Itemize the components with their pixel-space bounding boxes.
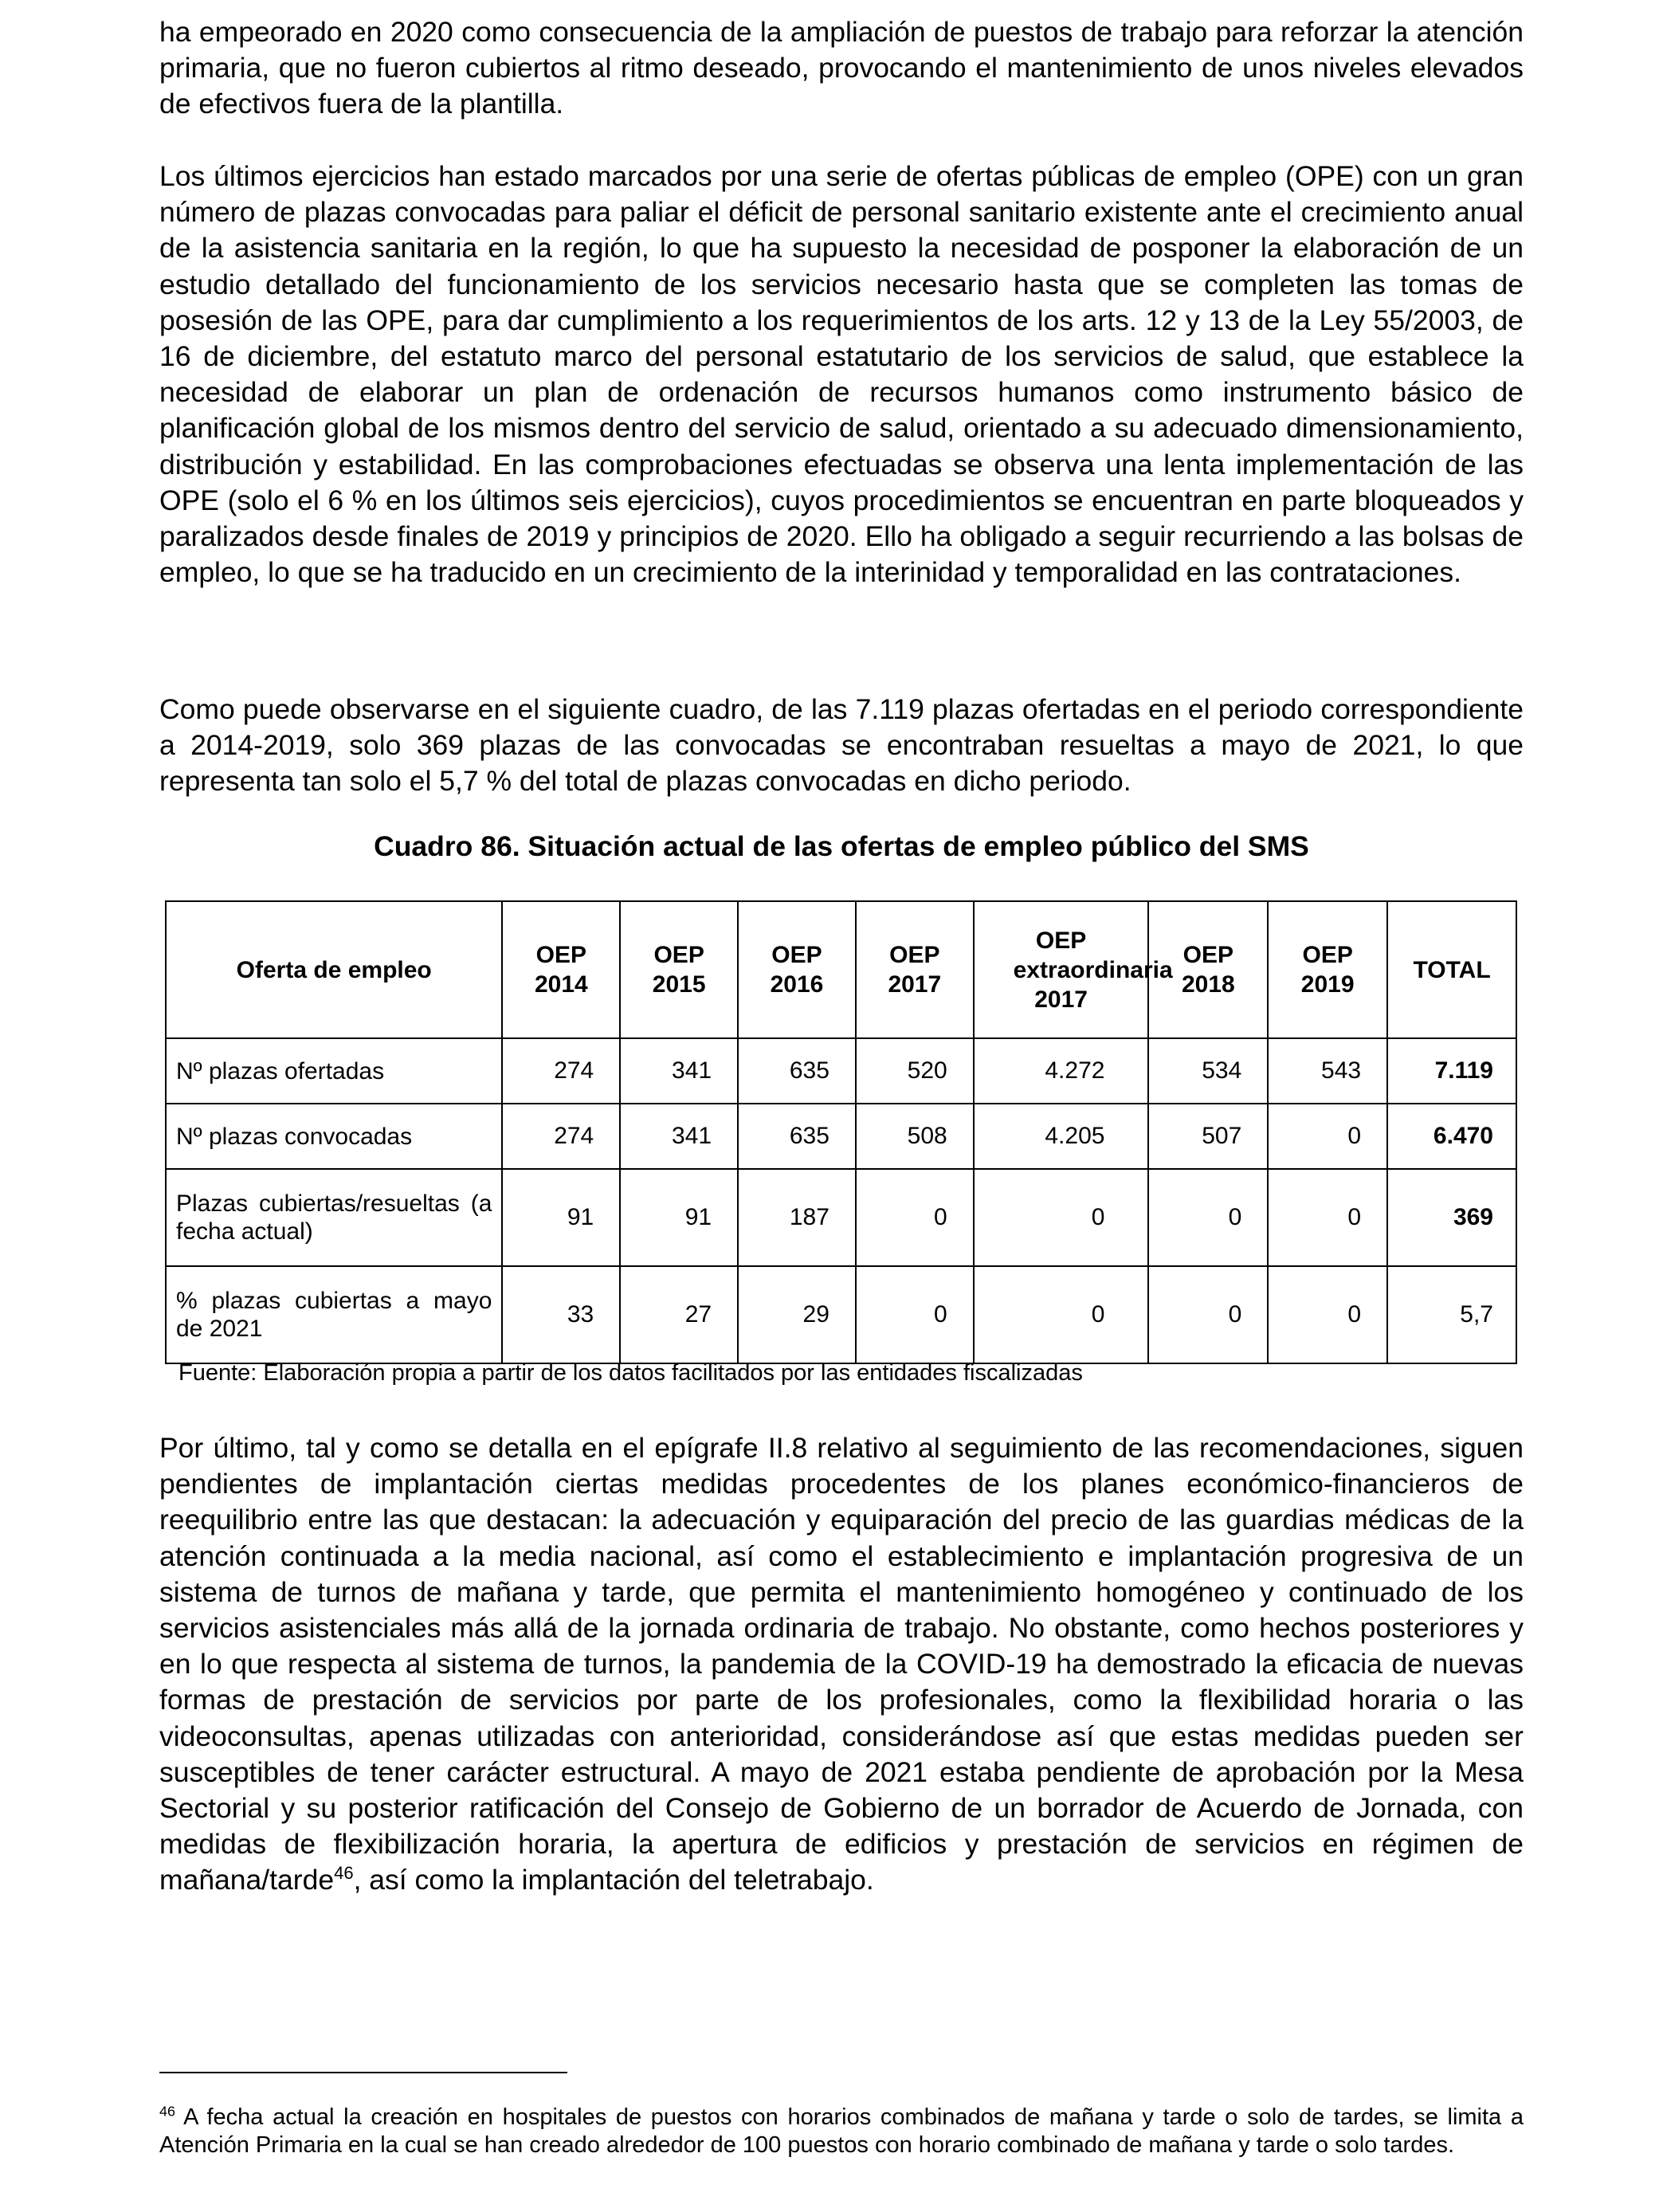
paragraph-summary: Como puede observarse en el siguiente cuadro, de las 7.119 plazas ofertadas en el periodo correspondiente a 2014-2019, solo 369 plazas de las convocadas se encontraban resueltas a mayo de 2021, lo que representa tan solo el 5,7 % del total de plazas convocadas en dicho periodo.	[159, 693, 1524, 798]
table-source: Fuente: Elaboración propia a partir de los datos facilitados por las entidades fiscalizadas	[178, 1360, 1083, 1386]
table-row	[166, 1038, 1516, 1104]
cell-value: 0	[856, 1266, 974, 1363]
cell-value: 520	[856, 1038, 974, 1104]
header-oep-extra-2017: OEP extraordinaria 2017	[974, 901, 1149, 1038]
footnote-ref[interactable]: 46	[334, 1863, 354, 1884]
cell-value: 4.205	[974, 1104, 1149, 1169]
cell-value: 4.272	[974, 1038, 1149, 1104]
cell-value: 635	[738, 1038, 856, 1104]
paragraph-measures	[159, 1430, 1524, 1899]
row-label: Plazas cubiertas/resueltas (a fecha actual)	[166, 1169, 502, 1266]
cell-value: 0	[1268, 1266, 1387, 1363]
header-oep-2015: OEP 2015	[620, 901, 738, 1038]
footnote-number: 46	[159, 2103, 175, 2120]
cell-value: 341	[620, 1038, 738, 1104]
footnote	[159, 2104, 1524, 2159]
header-oep-2014: OEP 2014	[502, 901, 620, 1038]
cell-value: 274	[502, 1038, 620, 1104]
table-row	[166, 1266, 1516, 1363]
cell-value: 341	[620, 1104, 738, 1169]
oep-table	[165, 900, 1517, 1364]
table-header-row	[166, 901, 1516, 1038]
cell-value: 508	[856, 1104, 974, 1169]
cell-value: 0	[856, 1169, 974, 1266]
cell-value: 91	[502, 1169, 620, 1266]
table-row	[166, 1169, 1516, 1266]
paragraph-intro: ha empeorado en 2020 como consecuencia de la ampliación de puestos de trabajo para reforzar la atención primaria, que no fueron cubiertos al ritmo deseado, provocando el mantenimiento de unos niveles elevados de efectivos fuera de la plantilla.	[159, 16, 1524, 120]
cell-value: 0	[1148, 1266, 1268, 1363]
table-caption: Cuadro 86. Situación actual de las ofertas de empleo público del SMS	[374, 830, 1309, 862]
cell-value: 33	[502, 1266, 620, 1363]
header-total: TOTAL	[1387, 901, 1516, 1038]
row-label: Nº plazas ofertadas	[166, 1038, 502, 1104]
cell-value: 187	[738, 1169, 856, 1266]
footnote-divider	[159, 2072, 567, 2073]
paragraph-ope: Los últimos ejercicios han estado marcados por una serie de ofertas públicas de empleo (OPE) con un gran número de plazas convocadas para paliar el déficit de personal sanitario existente ante el crecimiento anual de la asistencia sanitaria en la región, lo que ha supuesto la necesidad de posponer la elaboración de un estudio detallado del funcionamiento de los servicios necesario hasta que se completen las tomas de posesión de las OPE, para dar cumplimiento a los requerimientos de los arts. 12 y 13 de la Ley 55/2003, de 16 de diciembre, del estatuto marco del personal estatutario de los servicios de salud, que establece la necesidad de elaborar un plan de ordenación de recursos humanos como instrumento básico de planificación global de los mismos dentro del servicio de salud, orientado a su adecuado dimensionamiento, distribución y estabilidad. En las comprobaciones efectuadas se observa una lenta implementación de las OPE (solo el 6 % en los últimos seis ejercicios), cuyos procedimientos se encuentran en parte bloqueados y paralizados desde finales de 2019 y principios de 2020. Ello ha obligado a seguir recurriendo a las bolsas de empleo, lo que se ha traducido en un crecimiento de la interinidad y temporalidad en las contrataciones.	[159, 160, 1524, 589]
cell-total: 6.470	[1387, 1104, 1516, 1169]
cell-value: 0	[974, 1169, 1149, 1266]
cell-value: 91	[620, 1169, 738, 1266]
header-oep-2017: OEP 2017	[856, 901, 974, 1038]
header-oep-2019: OEP 2019	[1268, 901, 1387, 1038]
cell-value: 29	[738, 1266, 856, 1363]
cell-total: 7.119	[1387, 1038, 1516, 1104]
cell-value: 0	[1268, 1169, 1387, 1266]
cell-value: 635	[738, 1104, 856, 1169]
row-label: % plazas cubiertas a mayo de 2021	[166, 1266, 502, 1363]
paragraph-measures-text: Por último, tal y como se detalla en el epígrafe II.8 relativo al seguimiento de las recomendaciones, siguen pendientes de implantación ciertas medidas procedentes de los planes económico-financieros de reequilibrio entre las que destacan: la adecuación y equiparación del precio de las guardias médicas de la atención continuada a la media nacional, así como el establecimiento e implantación progresiva de un sistema de turnos de mañana y tarde, que permita el mantenimiento homogéneo y continuado de los servicios asistenciales más allá de la jornada ordinaria de trabajo. No obstante, como hechos posteriores y en lo que respecta al sistema de turnos, la pandemia de la COVID-19 ha demostrado la eficacia de nuevas formas de prestación de servicios por parte de los profesionales, como la flexibilidad horaria o las videoconsultas, apenas utilizadas con anterioridad, considerándose así que estas medidas pueden ser susceptibles de tener carácter estructural. A mayo de 2021 estaba pendiente de aprobación por la Mesa Sectorial y su posterior ratificación del Consejo de Gobierno de un borrador de Acuerdo de Jornada, con medidas de flexibilización horaria, la apertura de edificios y prestación de servicios en régimen de mañana/tarde	[159, 1432, 1524, 1896]
cell-total: 5,7	[1387, 1266, 1516, 1363]
cell-value: 0	[1268, 1104, 1387, 1169]
cell-value: 534	[1148, 1038, 1268, 1104]
cell-value: 0	[1148, 1169, 1268, 1266]
cell-total: 369	[1387, 1169, 1516, 1266]
cell-value: 507	[1148, 1104, 1268, 1169]
table-row	[166, 1104, 1516, 1169]
header-oep-2018: OEP 2018	[1148, 901, 1268, 1038]
footnote-text: A fecha actual la creación en hospitales de puestos con horarios combinados de mañana y tarde o solo de tardes, se limita a Atención Primaria en la cual se han creado alrededor de 100 puestos con horario combinado de mañana y tarde o solo tardes.	[159, 2104, 1524, 2158]
cell-value: 27	[620, 1266, 738, 1363]
header-oep-2016: OEP 2016	[738, 901, 856, 1038]
cell-value: 274	[502, 1104, 620, 1169]
cell-value: 543	[1268, 1038, 1387, 1104]
paragraph-measures-end: , así como la implantación del teletrabajo.	[353, 1864, 874, 1896]
header-oferta: Oferta de empleo	[166, 901, 502, 1038]
cell-value: 0	[974, 1266, 1149, 1363]
row-label: Nº plazas convocadas	[166, 1104, 502, 1169]
